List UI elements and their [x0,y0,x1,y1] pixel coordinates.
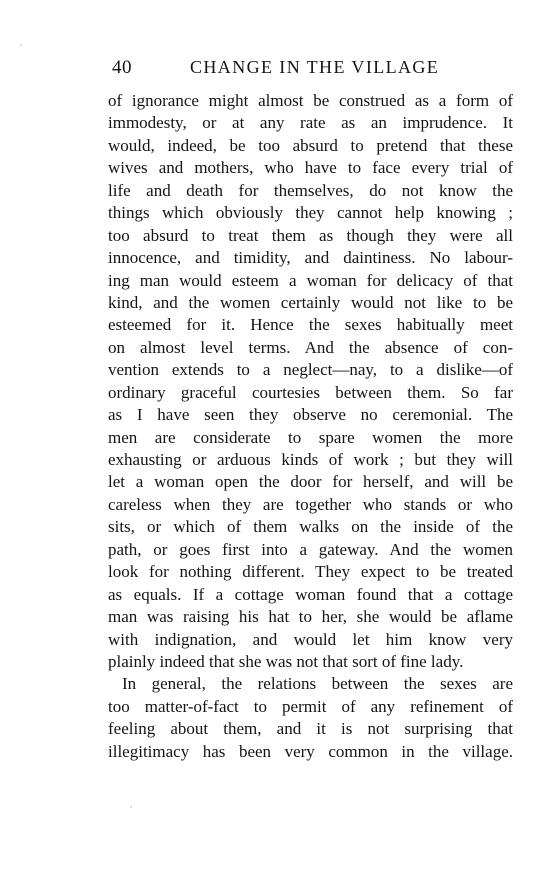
text-line: esteemed for it. Hence the sexes habitually meet [108,315,513,335]
text-line: too absurd to treat them as though they were all [108,225,513,245]
text-line: with indignation, and would let him know very [108,629,513,649]
text-line: ing man would esteem a woman for delicacy of that [108,270,513,290]
text-line: exhausting or arduous kinds of work ; but they will [108,450,513,469]
text-line: as I have seen they observe no ceremonial. The [108,405,513,425]
text-line: innocence, and timidity, and daintiness. No labour- [108,248,513,268]
text-line: men are considerate to spare women the more [108,427,513,447]
text-line: path, or goes first into a gateway. And the women [108,539,513,559]
text-line: things which obviously they cannot help knowing ; [108,203,513,223]
text-line: of ignorance might almost be construed as a form of [108,91,513,110]
text-line: vention extends to a neglect—nay, to a dislike—of [108,360,513,380]
running-head [108,57,438,81]
text-line: too matter-of-fact to permit of any refinement of [108,696,513,716]
text-line: ordinary graceful courtesies between them. So far [108,382,513,402]
text-line: immodesty, or at any rate as an imprudence. It [108,113,513,133]
text-line-paragraph-end: plainly indeed that she was not that sort of fine lady. [108,651,464,671]
page-number: 40 [112,57,132,78]
text-line-paragraph-start: In general, the relations between the sexes are [122,674,513,694]
page-speck [20,44,22,46]
text-line: would, indeed, be too absurd to pretend that these [108,135,513,155]
text-line: careless when they are together who stands or who [108,494,513,514]
text-line: on almost level terms. And the absence of con- [108,337,513,357]
body-text [108,90,513,763]
running-head-title: CHANGE IN THE VILLAGE [190,57,440,77]
text-line: wives and mothers, who have to face every trial of [108,158,513,178]
text-line: sits, or which of them walks on the inside of the [108,517,513,537]
page-speck [130,806,132,808]
text-line: feeling about them, and it is not surprising that [108,719,513,739]
text-line: life and death for themselves, do not know the [108,180,513,200]
text-line: look for nothing different. They expect to be treated [108,562,513,582]
text-line: illegitimacy has been very common in the village. [108,741,513,761]
text-line: as equals. If a cottage woman found that a cottage [108,584,513,604]
text-line: kind, and the women certainly would not like to be [108,292,513,312]
text-line: let a woman open the door for herself, and will be [108,472,513,492]
text-line: man was raising his hat to her, she would be aflame [108,607,513,627]
